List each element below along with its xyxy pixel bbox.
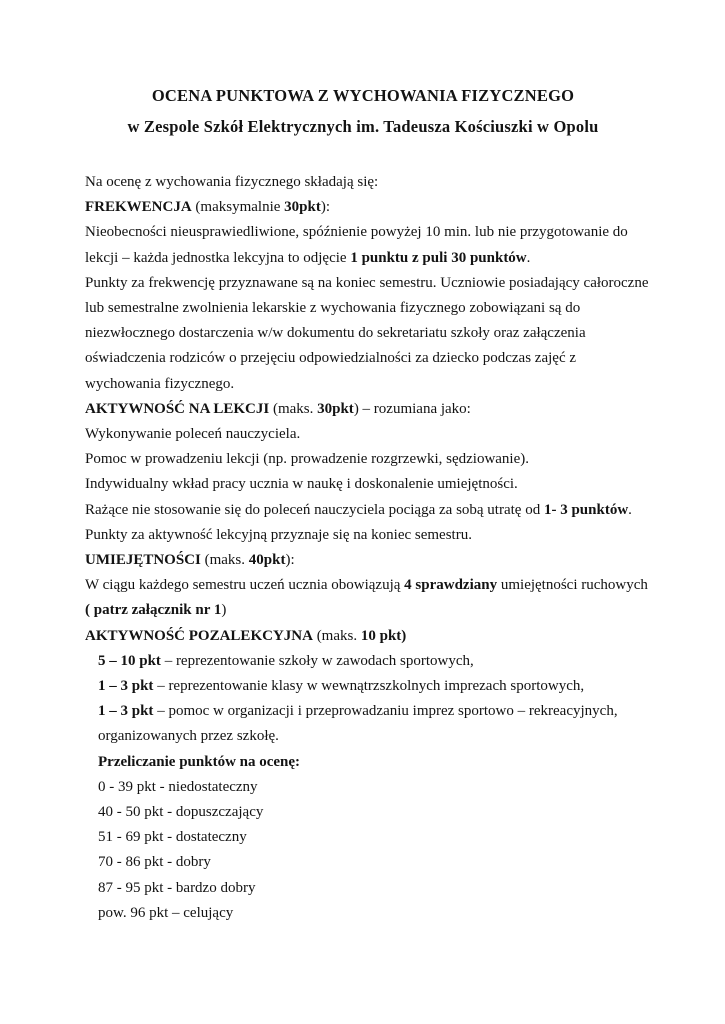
text-line [85,674,641,699]
text-line [85,573,648,598]
text-run: 5 – 10 pkt [98,652,161,669]
text-run: 51 - 69 pkt - dostateczny [98,829,247,846]
text-run: (maks. [269,400,318,417]
text-line [85,901,641,926]
text-line [85,271,649,296]
text-run: 0 - 39 pkt - niedostateczny [98,778,258,795]
text-run: ): [285,552,295,569]
text-run: 4 sprawdziany [404,577,498,594]
text-run: lub semestralne zwolnienia lekarskie z wychowania fizycznego zobowiązani są do [85,300,581,317]
text-run: – pomoc w organizacji i przeprowadzaniu imprez sportowo – rekreacyjnych, [153,703,618,720]
text-run: . [526,249,531,266]
text-run: 1- 3 punktów [543,501,629,518]
document-title-line1: OCENA PUNKTOWA Z WYCHOWANIA FIZYCZNEGO [151,86,575,105]
text-line [85,447,641,472]
text-line [85,876,641,901]
text-run: (maksymalnie [191,199,285,216]
text-line [85,699,641,724]
text-run: oświadczenia rodziców o przejęciu odpowiedzialności za dziecko podczas zajęć z [85,350,577,367]
text-line [85,422,641,447]
text-run: Pomoc w prowadzeniu lekcji (np. prowadzenie rozgrzewki, sędziowanie). [85,451,530,468]
text-run: Punkty za aktywność lekcyjną przyznaje się na koniec semestru. [85,526,472,543]
text-run: umiejętności ruchowych [497,577,648,594]
text-run: Nieobecności nieusprawiedliwione, spóźnienie powyżej 10 min. lub nie przygotowanie do [85,224,628,241]
text-run: Punkty za frekwencję przyznawane są na koniec semestru. Uczniowie posiadający całoroczne [85,274,649,291]
text-line [85,246,641,271]
text-line [85,397,641,422]
text-line [85,498,641,523]
text-line [85,624,641,649]
text-run: ( patrz załącznik nr 1 [85,602,222,619]
text-line [85,372,641,397]
text-run: – reprezentowanie klasy w wewnątrzszkolnych imprezach sportowych, [153,678,585,695]
text-run: ) [221,602,227,619]
text-run: 87 - 95 pkt - bardzo dobry [98,879,256,896]
text-line [85,724,641,749]
text-line [85,523,641,548]
text-line [85,548,641,573]
text-line [85,800,641,825]
text-line [85,825,641,850]
text-run: ): [320,199,331,216]
text-run: . [628,501,632,518]
text-line [85,321,641,346]
text-run: (maks. [200,552,249,569]
text-run: Przeliczanie punktów na ocenę: [98,753,301,770]
text-line [85,195,641,220]
text-run: organizowanych przez szkołę. [98,728,279,745]
document-title-line2: w Zespole Szkół Elektrycznych im. Tadeusza Kościuszki w Opolu [127,117,599,136]
text-run: W ciągu każdego semestru uczeń ucznia obowiązują [85,577,405,594]
text-run: 30pkt [317,400,354,417]
text-line [85,775,641,800]
text-run: 1 punktu z puli 30 punktów [350,249,527,266]
text-run: lekcji – każda jednostka lekcyjna to odjęcie [85,249,351,266]
text-run: 1 – 3 pkt [98,678,154,695]
text-run: ) – rozumiana jako: [353,400,471,417]
text-line [85,850,641,875]
text-run: niezwłocznego dostarczenia w/w dokumentu do sekretariatu szkoły oraz załączenia [85,325,586,342]
text-run: 1 – 3 pkt [98,703,154,720]
text-run: UMIEJĘTNOŚCI [85,552,201,569]
text-run: (maks. [312,627,361,644]
text-line [85,472,641,497]
text-run: AKTYWNOŚĆ POZALEKCYJNA [85,627,313,644]
text-run: Wykonywanie poleceń nauczyciela. [85,426,301,443]
text-run: 10 pkt) [360,627,407,644]
text-run: FREKWENCJA [85,199,192,216]
text-line [85,170,641,195]
text-run: 40 - 50 pkt - dopuszczający [98,804,264,821]
text-run: Indywidualny wkład pracy ucznia w naukę i doskonalenie umiejętności. [85,476,518,493]
text-run: Rażące nie stosowanie się do poleceń nauczyciela pociąga za sobą utratę od [85,501,544,518]
text-run: AKTYWNOŚĆ NA LEKCJI [85,400,270,417]
text-run: 30pkt [284,199,321,216]
text-line [85,598,641,623]
text-run: – reprezentowanie szkoły w zawodach sportowych, [160,652,474,669]
document-body [85,170,649,926]
text-line [85,346,641,371]
text-run: pow. 96 pkt – celujący [98,904,234,921]
text-run: 70 - 86 pkt - dobry [98,854,211,871]
text-run: Na ocenę z wychowania fizycznego składają się: [85,174,379,190]
text-line [85,220,641,245]
text-line [85,296,641,321]
text-run: 40pkt [248,552,286,569]
text-line [85,649,641,674]
text-run: wychowania fizycznego. [85,375,235,392]
text-line [85,750,641,775]
